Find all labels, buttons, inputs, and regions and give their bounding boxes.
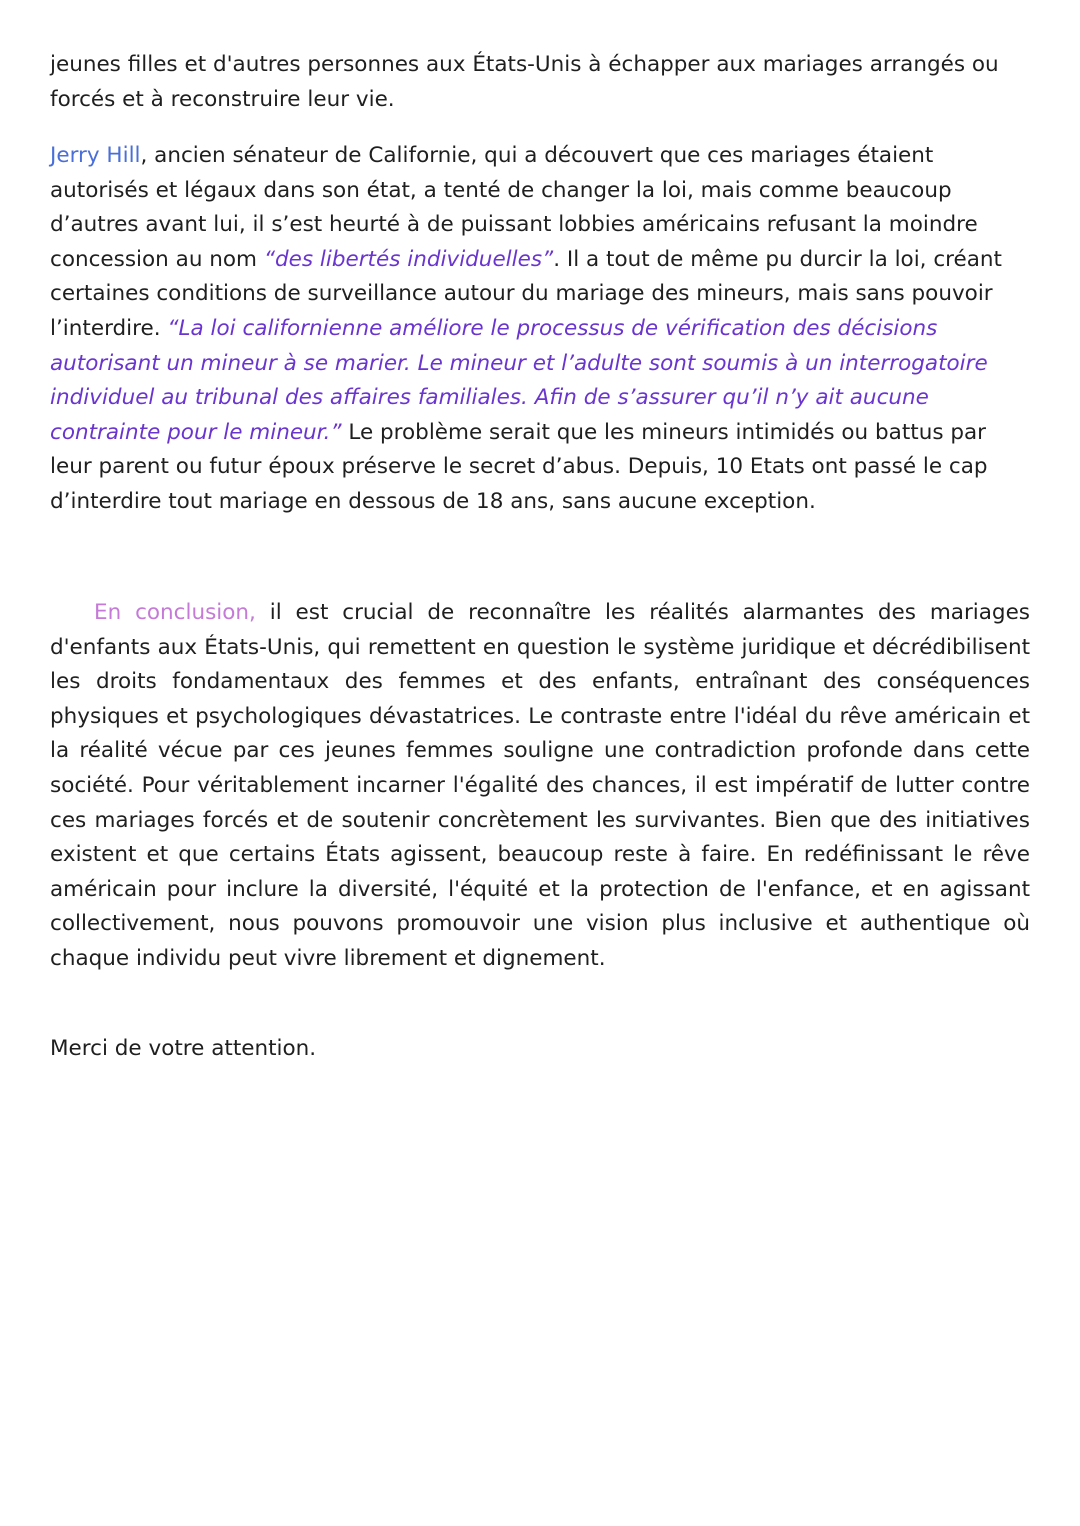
paragraph-text: . Il a tout de même pu durcir la loi, créant certaines conditions de surveillance autour du mariage des mineurs, mais sans pouvoir l’interdire.: [50, 246, 1002, 341]
paragraph-intro-continuation: [50, 48, 1030, 117]
quote-loi-californienne: “La loi californienne améliore le processus de vérification des décisions autorisant un mineur à se marier. Le mineur et l’adulte sont soumis à un interrogatoire individuel au tribunal des affaires familiales. Afin de s’assurer qu’il n’y ait aucune contrainte pour le mineur.”: [50, 315, 988, 445]
paragraph-text: jeunes filles et d'autres personnes aux États-Unis à échapper aux mariages arrangés ou forcés et à reconstruire leur vie.: [50, 52, 999, 112]
paragraph-text: il est crucial de reconnaître les réalités alarmantes des mariages d'enfants aux États-Unis, qui remettent en question le système juridique et décrédibilisent les droits fondamentaux des femmes et des enfants, entraînant des conséquences physiques et psychologiques dévastatrices. Le contraste entre l'idéal du rêve américain et la réalité vécue par ces jeunes femmes souligne une contradiction profonde dans cette société. Pour véritablement incarner l'égalité des chances, il est impératif de lutter contre ces mariages forcés et de soutenir concrètement les survivantes. Bien que des initiatives existent et que certains États agissent, beaucoup reste à faire. En redéfinissant le rêve américain pour inclure la diversité, l'équité et la protection de l'enfance, et en agissant collectivement, nous pouvons promouvoir une vision plus inclusive et authentique où chaque individu peut vivre librement et dignement.: [50, 600, 1031, 971]
paragraph-closing: [50, 1032, 1030, 1067]
jerry-hill-link[interactable]: Jerry Hill: [50, 143, 141, 168]
closing-text: Merci de votre attention.: [50, 1036, 317, 1061]
paragraph-jerry-hill: [50, 139, 1030, 520]
paragraph-text: , ancien sénateur de Californie, qui a découvert que ces mariages étaient autorisés et légaux dans son état, a tenté de changer la loi, mais comme beaucoup d’autres avant lui, il s’est heurté à de puissant lobbies américains refusant la moindre concession au nom: [50, 143, 978, 272]
paragraph-conclusion: [50, 596, 1030, 977]
quote-libertes-individuelles: “des libertés individuelles”: [263, 246, 554, 272]
conclusion-lead-in: En conclusion,: [94, 600, 256, 625]
paragraph-text: Le problème serait que les mineurs intimidés ou battus par leur parent ou futur époux préserve le secret d’abus. Depuis, 10 Etats ont passé le cap d’interdire tout mariage en dessous de 18 ans, sans aucune exception.: [50, 419, 988, 514]
